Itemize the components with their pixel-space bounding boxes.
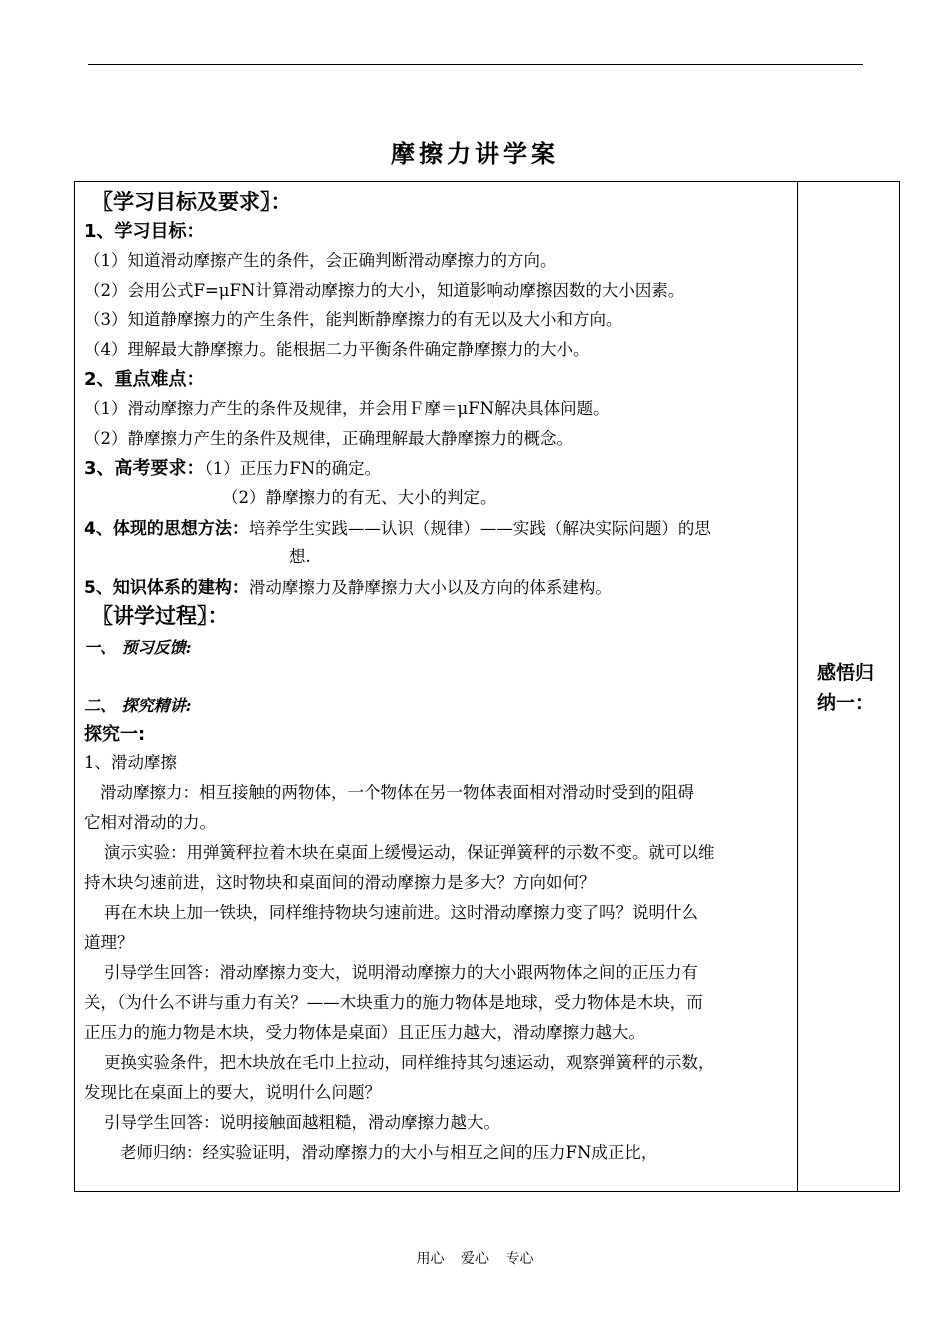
body-paragraph: 老师归纳：经实验证明，滑动摩擦力的大小与相互之间的压力FN成正比， — [120, 1143, 658, 1162]
body-paragraph: 更换实验条件，把木块放在毛巾上拉动，同样维持其匀速运动，观察弹簧秤的示数， — [104, 1053, 715, 1072]
reflection-note — [817, 658, 889, 718]
body-paragraph: 滑动摩擦力：相互接触的两物体，一个物体在另一物体表面相对滑动时受到的阻碍 — [100, 783, 694, 802]
exam-heading: 3、高考要求： — [84, 458, 205, 479]
body-paragraph: 发现比在桌面上的要大，说明什么问题？ — [84, 1083, 381, 1102]
body-paragraph: 引导学生回答：滑动摩擦力变大，说明滑动摩擦力的大小跟两物体之间的正压力有 — [104, 963, 698, 982]
body-paragraph: 正压力的施力物是木块，受力物体是桌面）且正压力越大，滑动摩擦力越大。 — [84, 1023, 645, 1042]
goal-item: （3）知道静摩擦力的产生条件，能判断静摩擦力的有无以及大小和方向。 — [84, 310, 623, 329]
reflection-note-line: 感悟归 — [817, 662, 875, 684]
explore-one-heading: 探究一: — [84, 724, 146, 745]
page-footer — [0, 1248, 950, 1268]
footer-word: 专心 — [505, 1251, 534, 1267]
exam-requirements — [84, 454, 381, 480]
exam-item: （2）静摩擦力的有无、大小的判定。 — [222, 488, 497, 507]
page-title: 摩擦力讲学案 — [391, 140, 559, 168]
key-point-item: （2）静摩擦力产生的条件及规律，正确理解最大静摩擦力的概念。 — [84, 429, 573, 448]
reflection-note-line: 纳一： — [817, 692, 875, 714]
footer-word: 用心 — [416, 1251, 445, 1267]
body-paragraph: 再在木块上加一铁块，同样维持物块匀速前进。这时滑动摩擦力变了吗？说明什么 — [104, 903, 698, 922]
goal-item: （4）理解最大静摩擦力。能根据二力平衡条件确定静摩擦力的大小。 — [84, 340, 590, 359]
process-section-heading: 〖讲学过程〗： — [92, 604, 229, 628]
inquiry-heading: 二、 探究精讲: — [84, 696, 192, 715]
system-text: 滑动摩擦力及静摩擦力大小以及方向的体系建构。 — [248, 578, 612, 597]
method-heading: 4、体现的思想方法： — [84, 519, 249, 539]
goal-item: （2）会用公式F=μFN计算滑动摩擦力的大小，知道影响动摩擦因数的大小因素。 — [84, 281, 685, 300]
body-paragraph: 演示实验：用弹簧秤拉着木块在桌面上缓慢运动，保证弹簧秤的示数不变。就可以维 — [104, 843, 715, 862]
preview-feedback-heading: 一、 预习反馈: — [84, 638, 192, 657]
key-point-item: （1）滑动摩擦力产生的条件及规律，并会用Ｆ摩＝μFN解决具体问题。 — [84, 399, 610, 418]
method-text: 培养学生实践——认识（规律）——实践（解决实际问题）的思 — [248, 519, 711, 538]
body-paragraph: 持木块匀速前进，这时物块和桌面间的滑动摩擦力是多大？方向如何？ — [84, 873, 596, 892]
method-text-continued: 想. — [289, 547, 311, 566]
topic-heading: 1、滑动摩擦 — [84, 753, 177, 772]
body-paragraph: 关，（为什么不讲与重力有关？——木块重力的施力物体是地球，受力物体是木块，而 — [84, 993, 703, 1012]
header-rule — [88, 64, 863, 65]
goal-item: （1）知道滑动摩擦产生的条件，会正确判断滑动摩擦力的方向。 — [84, 251, 557, 270]
method-row — [84, 514, 711, 539]
body-paragraph: 它相对滑动的力。 — [84, 813, 216, 832]
key-points-heading: 2、重点难点： — [84, 369, 205, 390]
table-column-divider — [797, 181, 798, 1192]
system-row — [84, 573, 612, 598]
body-paragraph: 道理？ — [84, 933, 134, 952]
goals-heading: 1、学习目标： — [84, 221, 205, 242]
goals-section-heading: 〖学习目标及要求〗： — [92, 190, 292, 214]
body-paragraph: 引导学生回答：说明接触面越粗糙，滑动摩擦力越大。 — [104, 1113, 500, 1132]
exam-item: （1）正压力FN的确定。 — [204, 459, 382, 478]
footer-word: 爱心 — [461, 1251, 489, 1267]
system-heading: 5、知识体系的建构： — [84, 578, 249, 598]
